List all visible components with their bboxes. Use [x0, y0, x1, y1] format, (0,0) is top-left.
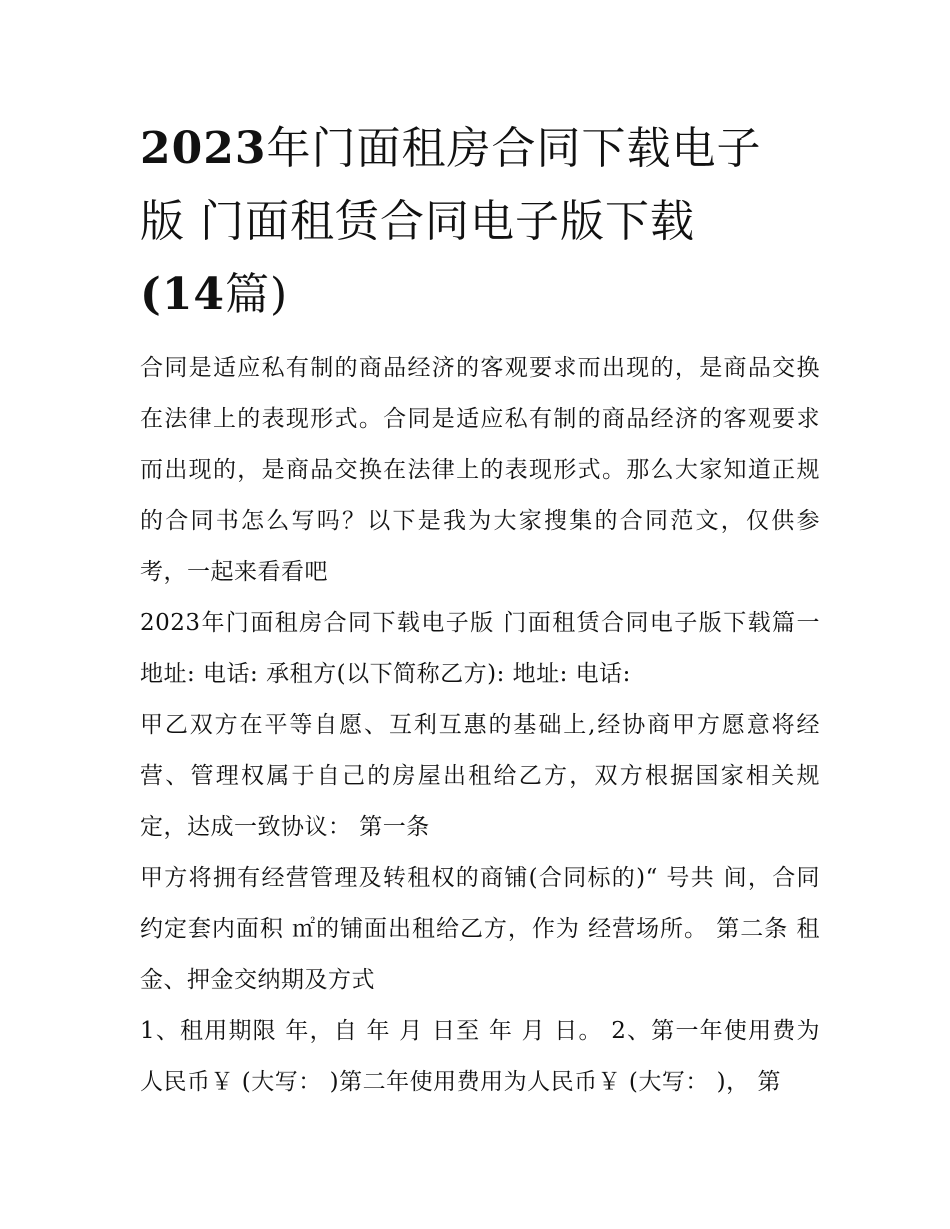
title-line-3: [140, 269, 288, 320]
title-line-1-text: 年门面租房合同下载电子: [266, 123, 762, 174]
document-page: [140, 112, 820, 1108]
intro-paragraph: 合同是适应私有制的商品经济的客观要求而出现的，是商品交换在法律上的表现形式。合同是适应私有制的商品经济的客观要求而出现的，是商品交换在法律上的表现形式。那么大家知道正规的合同书怎么写吗？以下是我为大家搜集的合同范文，仅供参考，一起来看看吧: [140, 355, 820, 585]
title-line-3-text: 篇): [225, 269, 289, 320]
title-line-2: 版 门面租赁合同电子版下载: [140, 196, 695, 247]
article-two-paragraph: 1、租用期限 年，自 年 月 日至 年 月 日。 2、第一年使用费为人民币￥ (大写： )第二年使用费用为人民币￥ (大写： )， 第: [140, 1018, 820, 1095]
document-title: [140, 112, 820, 331]
title-count: (14: [140, 269, 226, 320]
article-one-paragraph: 甲方将拥有经营管理及转租权的商铺(合同标的)“ 号共 间，合同约定套内面积 ㎡的铺面出租给乙方，作为 经营场所。 第二条 租金、押金交纳期及方式: [140, 865, 820, 993]
title-line-1: [140, 123, 761, 174]
agreement-paragraph: 甲乙双方在平等自愿、互利互惠的基础上,经协商甲方愿意将经营、管理权属于自己的房屋出租给乙方，双方根据国家相关规定，达成一致协议： 第一条: [140, 712, 820, 840]
title-year: 2023: [140, 123, 267, 174]
section-heading-paragraph: 2023年门面租房合同下载电子版 门面租赁合同电子版下载篇一 地址: 电话: 承租方(以下简称乙方): 地址: 电话:: [140, 610, 820, 687]
